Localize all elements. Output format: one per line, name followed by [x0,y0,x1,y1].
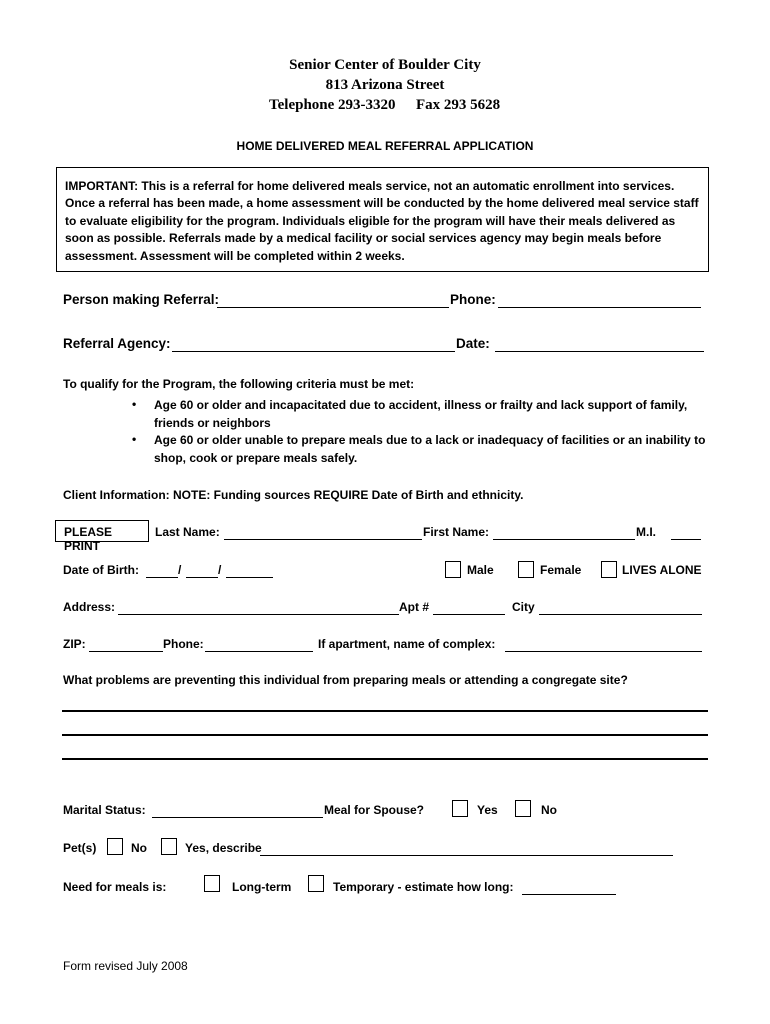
problems-answer-line[interactable] [62,734,708,736]
dob-separator: / [218,563,222,577]
temporary-duration-field[interactable] [522,894,616,895]
city-label: City [512,600,535,614]
complex-label: If apartment, name of complex: [318,637,496,651]
long-term-label: Long-term [232,880,292,894]
referral-date-field[interactable] [495,351,704,352]
org-fax: Fax 293 5628 [416,97,501,113]
mi-label: M.I. [636,525,656,539]
apt-field[interactable] [433,614,505,615]
male-label: Male [467,563,494,577]
male-checkbox[interactable] [445,561,461,578]
lives-alone-checkbox[interactable] [601,561,617,578]
zip-label: ZIP: [63,637,86,651]
client-phone-label: Phone: [163,637,204,651]
complex-field[interactable] [505,651,702,652]
pets-describe-field[interactable] [260,855,673,856]
criteria-item: Age 60 or older unable to prepare meals due to a lack or inadequacy of facilities or an inability to shop, cook or prepare meals safely. [154,433,706,465]
pets-no-label: No [131,841,147,855]
criteria-item: Age 60 or older and incapacitated due to accident, illness or frailty and lack support of family, friends or neighbors [154,398,688,430]
person-referral-label: Person making Referral: [63,292,220,307]
problems-question: What problems are preventing this individual from preparing meals or attending a congregate site? [63,673,628,687]
person-referral-field[interactable] [217,307,449,308]
dob-label: Date of Birth: [63,563,139,577]
mi-field[interactable] [671,539,701,540]
last-name-field[interactable] [224,539,422,540]
temporary-checkbox[interactable] [308,875,324,892]
female-checkbox[interactable] [518,561,534,578]
pets-yes-label: Yes, describe [185,841,262,855]
criteria-intro: To qualify for the Program, the following criteria must be met: [63,377,415,391]
spouse-no-checkbox[interactable] [515,800,531,817]
city-field[interactable] [539,614,702,615]
marital-status-label: Marital Status: [63,803,146,817]
bullet-icon: • [132,397,137,411]
dob-day-field[interactable] [186,577,218,578]
lives-alone-label: LIVES ALONE [622,563,702,577]
referral-phone-label: Phone: [450,292,496,307]
form-title: HOME DELIVERED MEAL REFERRAL APPLICATION [236,139,534,153]
female-label: Female [540,563,582,577]
pets-no-checkbox[interactable] [107,838,123,855]
spouse-yes-checkbox[interactable] [452,800,468,817]
marital-status-field[interactable] [152,817,323,818]
org-address: 813 Arizona Street [325,77,445,93]
form-revision: Form revised July 2008 [63,959,188,973]
referral-agency-field[interactable] [172,351,455,352]
org-name: Senior Center of Boulder City [289,57,481,73]
zip-field[interactable] [89,651,163,652]
first-name-label: First Name: [423,525,490,539]
dob-separator: / [178,563,182,577]
dob-year-field[interactable] [226,577,273,578]
bullet-icon: • [132,432,137,446]
first-name-field[interactable] [493,539,635,540]
referral-date-label: Date: [456,336,490,351]
important-notice: IMPORTANT: This is a referral for home delivered meals service, not an automatic enrollment into services. Once a referral has been made, a home assessment will be conducted by the home delivered meal service staff to evaluate eligibility for the program. Individuals eligible for the program will have their meals delivered as soon as possible. Referrals made by a medical facility or social services agency may begin meals before assessment. Assessment will be completed within 2 weeks. [56,167,709,272]
address-field[interactable] [118,614,399,615]
problems-answer-line[interactable] [62,710,708,712]
long-term-checkbox[interactable] [204,875,220,892]
temporary-label: Temporary - estimate how long: [333,880,514,894]
client-info-note: Client Information: NOTE: Funding sources REQUIRE Date of Birth and ethnicity. [63,488,524,502]
need-meals-label: Need for meals is: [63,880,167,894]
address-label: Address: [63,600,116,614]
referral-agency-label: Referral Agency: [63,336,171,351]
please-print-box: PLEASE PRINT [55,520,149,542]
pets-yes-checkbox[interactable] [161,838,177,855]
client-phone-field[interactable] [205,651,313,652]
spouse-no-label: No [541,803,557,817]
spouse-yes-label: Yes [477,803,498,817]
problems-answer-line[interactable] [62,758,708,760]
org-telephone: Telephone 293-3320 [269,97,396,113]
pets-label: Pet(s) [63,841,97,855]
referral-phone-field[interactable] [498,307,701,308]
apt-label: Apt # [399,600,429,614]
dob-month-field[interactable] [146,577,178,578]
meal-spouse-label: Meal for Spouse? [324,803,425,817]
last-name-label: Last Name: [155,525,220,539]
